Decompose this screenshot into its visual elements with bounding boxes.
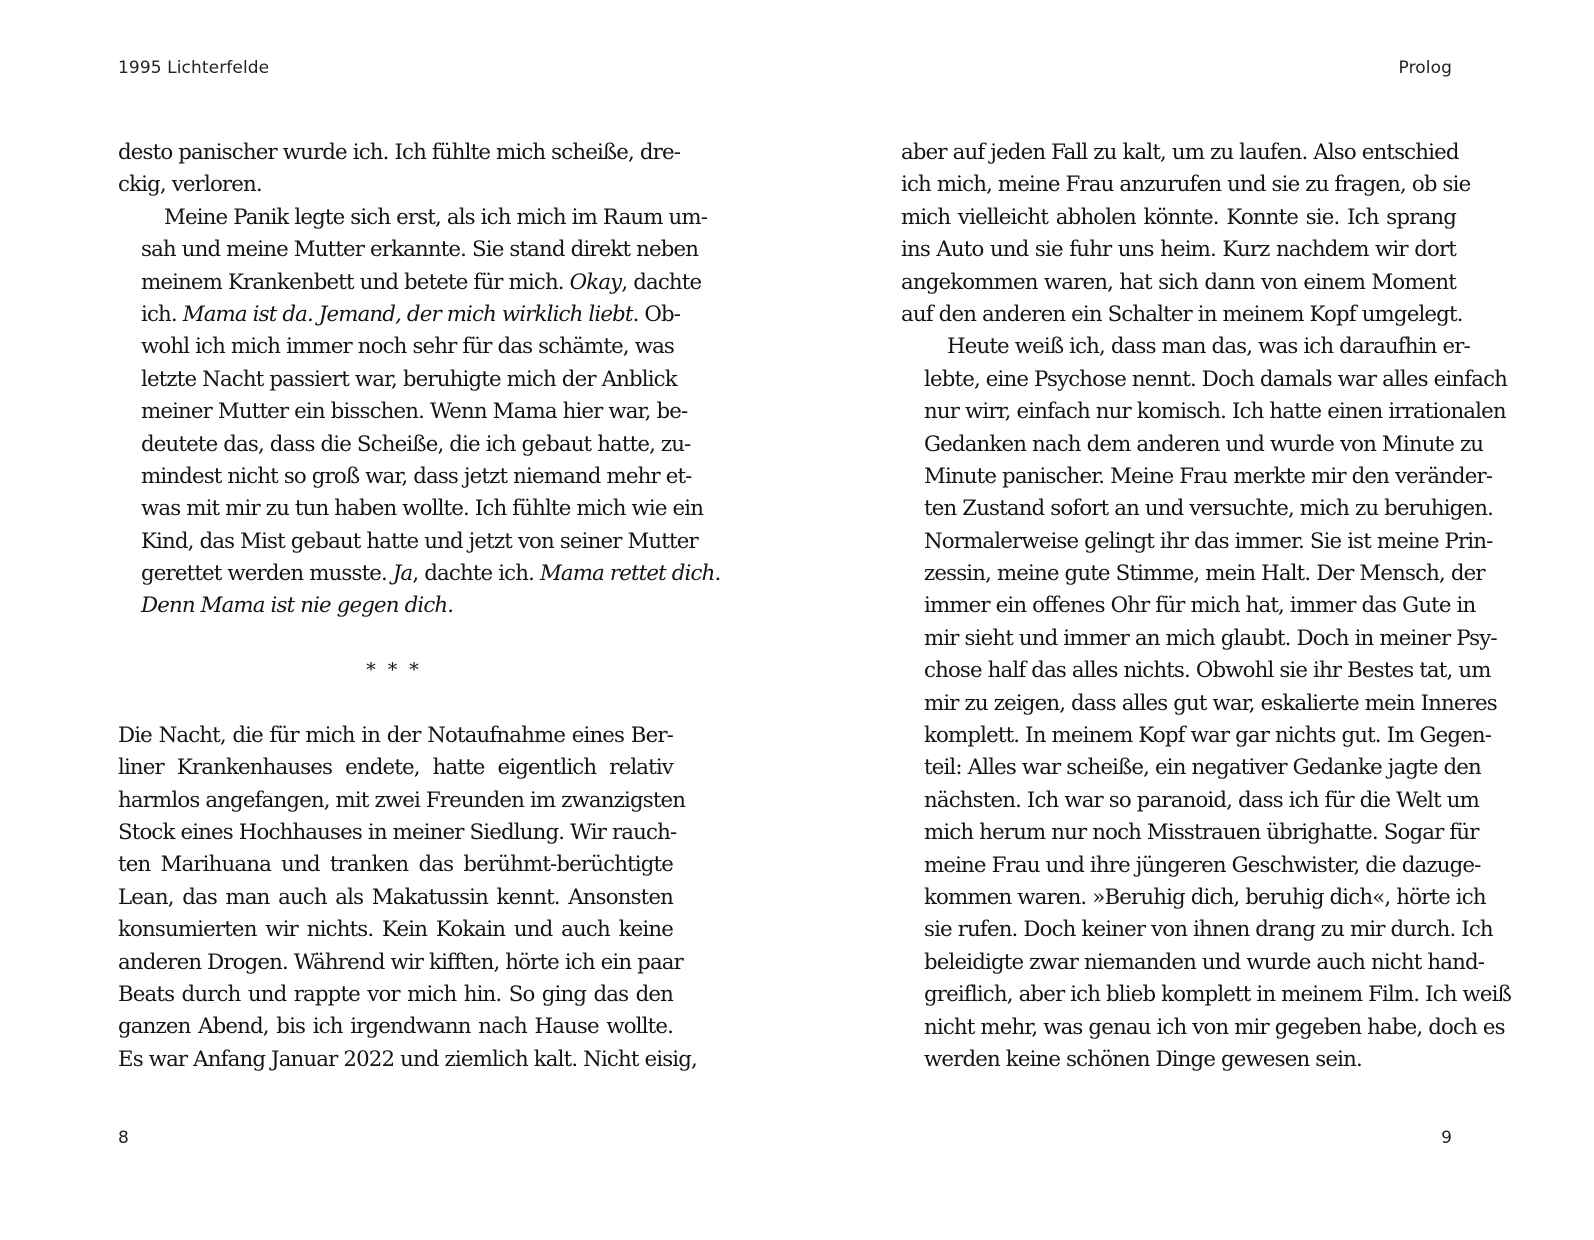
text-line: Stock eines Hochhauses in meiner Siedlung. Wir rauch- (118, 820, 677, 846)
paragraph (901, 137, 1471, 331)
text-line: Beats durch und rappte vor mich hin. So ging das den (118, 981, 673, 1007)
text-line: aber auf jeden Fall zu kalt, um zu laufen. Also entschied (901, 140, 1459, 165)
text-line: ins Auto und sie fuhr uns heim. Kurz nachdem wir dort (901, 237, 1456, 263)
text-line: Lean, das man auch als Makatussin kennt. Ansonsten (118, 884, 673, 910)
text-line: Minute panischer. Meine Frau merkte mir den veränder- (924, 463, 1493, 489)
text-run: , dachte (621, 269, 702, 295)
text-run: gerettet werden musste. (141, 561, 393, 587)
text-run: , dachte ich. (412, 561, 540, 587)
text-line: Es war Anfang Januar 2022 und ziemlich kalt. Nicht eisig, (118, 1046, 697, 1072)
italic-run: Okay (569, 269, 622, 295)
running-head-right: Prolog (1398, 58, 1452, 78)
italic-run: Mama ist da. Jemand, der mich wirklich liebt (182, 301, 633, 327)
text-line: nur wirr, einfach nur komisch. Ich hatte einen irrationalen (924, 399, 1506, 425)
text-line: greiflich, aber ich blieb komplett in meinem Film. Ich weiß (924, 982, 1512, 1008)
text-line: mir sieht und immer an mich glaubt. Doch in meiner Psy- (924, 625, 1497, 651)
text-line: meiner Mutter ein bisschen. Wenn Mama hier war, be- (141, 399, 688, 425)
paragraph (118, 720, 697, 1076)
text-line: nicht mehr, was genau ich von mir gegeben habe, doch es (924, 1014, 1505, 1040)
paragraph (118, 137, 681, 202)
text-line: desto panischer wurde ich. Ich fühlte mich scheiße, dre- (118, 140, 681, 165)
scene-break: * * * (366, 658, 422, 681)
text-line: anderen Drogen. Während wir kifften, hörte ich ein paar (118, 949, 683, 975)
text-line: mindest nicht so groß war, dass jetzt niemand mehr et- (141, 463, 692, 489)
text-line: Meine Panik legte sich erst, als ich mich im Raum um- (164, 204, 708, 230)
paragraph (901, 331, 1512, 1076)
text-line: kommen waren. »Beruhig dich, beruhig dich«, hörte ich (924, 884, 1486, 910)
text-line: sah und meine Mutter erkannte. Sie stand direkt neben (141, 237, 699, 263)
right-page (797, 0, 1594, 1240)
text-line: mir zu zeigen, dass alles gut war, eskalierte mein Inneres (924, 690, 1497, 716)
text-line: komplett. In meinem Kopf war gar nichts gut. Im Gegen- (924, 723, 1492, 749)
text-line: konsumierten wir nichts. Kein Kokain und auch keine (118, 917, 673, 943)
italic-run: Denn Mama ist nie gegen dich. (141, 593, 454, 619)
text-line: ich mich, meine Frau anzurufen und sie zu fragen, ob sie (901, 172, 1471, 198)
text-line: wohl ich mich immer noch sehr für das schämte, was (141, 334, 674, 360)
running-head-left: 1995 Lichterfelde (118, 58, 270, 78)
text-line: ten Marihuana und tranken das berühmt-berüchtigte (118, 852, 673, 878)
text-line: deutete das, dass die Scheiße, die ich gebaut hatte, zu- (141, 431, 691, 457)
text-line: ganzen Abend, bis ich irgendwann nach Hause wollte. (118, 1014, 673, 1040)
text-line: angekommen waren, hat sich dann von einem Moment (901, 269, 1456, 295)
text-line: Heute weiß ich, dass man das, was ich daraufhin er- (947, 334, 1470, 360)
text-line: beleidigte zwar niemanden und wurde auch nicht hand- (924, 949, 1485, 975)
italic-run: Mama rettet dich. (539, 561, 721, 587)
text-line: mich vielleicht abholen könnte. Konnte sie. Ich sprang (901, 204, 1456, 230)
text-line: letzte Nacht passiert war, beruhigte mich der Anblick (141, 366, 677, 392)
text-line: nächsten. Ich war so paranoid, dass ich für die Welt um (924, 787, 1479, 813)
left-text-block (118, 137, 721, 1076)
text-line: was mit mir zu tun haben wollte. Ich fühlte mich wie ein (141, 496, 704, 522)
text-line: Gedanken nach dem anderen und wurde von Minute zu (924, 431, 1484, 457)
right-text-block (901, 137, 1512, 1076)
text-run: ich. (141, 301, 183, 327)
text-line: Normalerweise gelingt ihr das immer. Sie ist meine Prin- (924, 528, 1493, 554)
text-line: werden keine schönen Dinge gewesen sein. (924, 1046, 1362, 1072)
text-line: teil: Alles war scheiße, ein negativer Gedanke jagte den (924, 755, 1481, 781)
page-number-left: 8 (118, 1128, 129, 1148)
text-line: chose half das alles nichts. Obwohl sie ihr Bestes tat, um (924, 658, 1491, 684)
text-line: lebte, eine Psychose nennt. Doch damals war alles einfach (924, 366, 1508, 392)
text-line: meine Frau und ihre jüngeren Geschwister, die dazuge- (924, 852, 1481, 878)
text-run: meinem Krankenbett und betete für mich. (141, 269, 570, 295)
text-run: . Ob- (632, 301, 681, 327)
page-number-right: 9 (1441, 1128, 1452, 1148)
text-line (118, 267, 702, 299)
text-line (118, 590, 673, 622)
text-line (118, 558, 721, 590)
italic-run: Ja (392, 561, 413, 587)
text-line: mich herum nur noch Misstrauen übrighatte. Sogar für (924, 820, 1479, 846)
text-line: Kind, das Mist gebaut hatte und jetzt von seiner Mutter (141, 528, 698, 554)
text-line: ten Zustand sofort an und versuchte, mich zu beruhigen. (924, 496, 1494, 522)
paragraph (118, 202, 721, 623)
text-line: Die Nacht, die für mich in der Notaufnahme eines Ber- (118, 722, 673, 748)
text-line: sie rufen. Doch keiner von ihnen drang zu mir durch. Ich (924, 917, 1493, 943)
text-line: ckig, verloren. (118, 172, 262, 198)
text-line: liner Krankenhauses endete, hatte eigentlich relativ (118, 755, 673, 781)
text-line: auf den anderen ein Schalter in meinem Kopf umgelegt. (901, 301, 1463, 327)
text-line: zessin, meine gute Stimme, mein Halt. Der Mensch, der (924, 561, 1485, 587)
text-line: harmlos angefangen, mit zwei Freunden im zwanzigsten (118, 787, 686, 813)
text-line: immer ein offenes Ohr für mich hat, immer das Gute in (924, 593, 1476, 619)
text-line (118, 299, 681, 331)
